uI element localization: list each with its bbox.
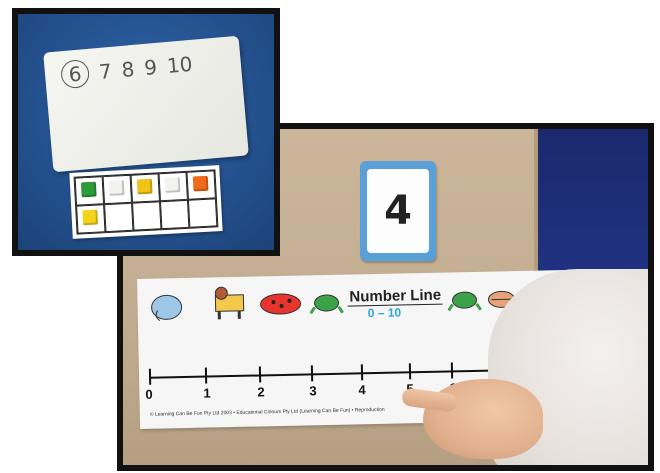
frog-icon [447,284,482,313]
ten-frame-cell [132,201,161,230]
whiteboard-number: 9 [143,54,159,80]
ten-frame-cell [76,204,105,233]
tick-label-3: 3 [309,383,317,399]
whiteboard-number: 7 [97,58,113,84]
cube [81,182,97,198]
tick-2 [259,366,261,382]
number-card-value: 4 [367,169,429,253]
tick-label-4: 4 [358,382,366,398]
ten-frame-grid [74,169,219,234]
whiteboard-number: 8 [120,56,136,82]
cube [109,180,125,196]
tick-label-1: 1 [203,385,211,401]
ten-frame-cell [188,198,217,227]
whiteboard-number: 10 [165,51,194,78]
ten-frame-cell [104,203,133,232]
ten-frame-cell [103,175,132,204]
whiteboard-numbers [60,52,193,89]
tick-6 [451,362,453,378]
ten-frame-cell [131,173,160,202]
number-line-range: 0 – 10 [367,305,402,321]
ten-frame-cell [160,200,189,229]
tick-3 [311,365,313,381]
tick-5 [409,363,411,379]
elephant-icon [149,292,184,323]
tick-label-2: 2 [257,384,265,400]
number-card [360,161,436,261]
copyright-text: © Learning Can Be Fun Pty Ltd 2003 • Educational Colours Pty Ltd (Learning Can Be Fun) • Reproduction [149,406,385,418]
cube [193,176,209,192]
ten-frame-cell [75,176,104,205]
cube [165,177,181,193]
blue-carpet [18,14,274,250]
tick-1 [205,368,207,384]
ten-frame [69,165,222,239]
child-hand [423,379,543,459]
ten-frame-cell [186,170,215,199]
cube [137,179,153,195]
leopard-icon [259,290,302,317]
frog-icon [309,287,344,316]
ten-frame-cell [159,172,188,201]
whiteboard [43,36,249,173]
cow-icon [209,285,250,322]
cube [82,210,98,226]
circled-number: 6 [60,59,90,89]
number-line-title: Number Line [349,286,442,306]
tick-4 [361,364,363,380]
tick-label-0: 0 [145,386,153,402]
tick-0 [149,369,151,385]
whiteboard-photo [12,8,280,256]
